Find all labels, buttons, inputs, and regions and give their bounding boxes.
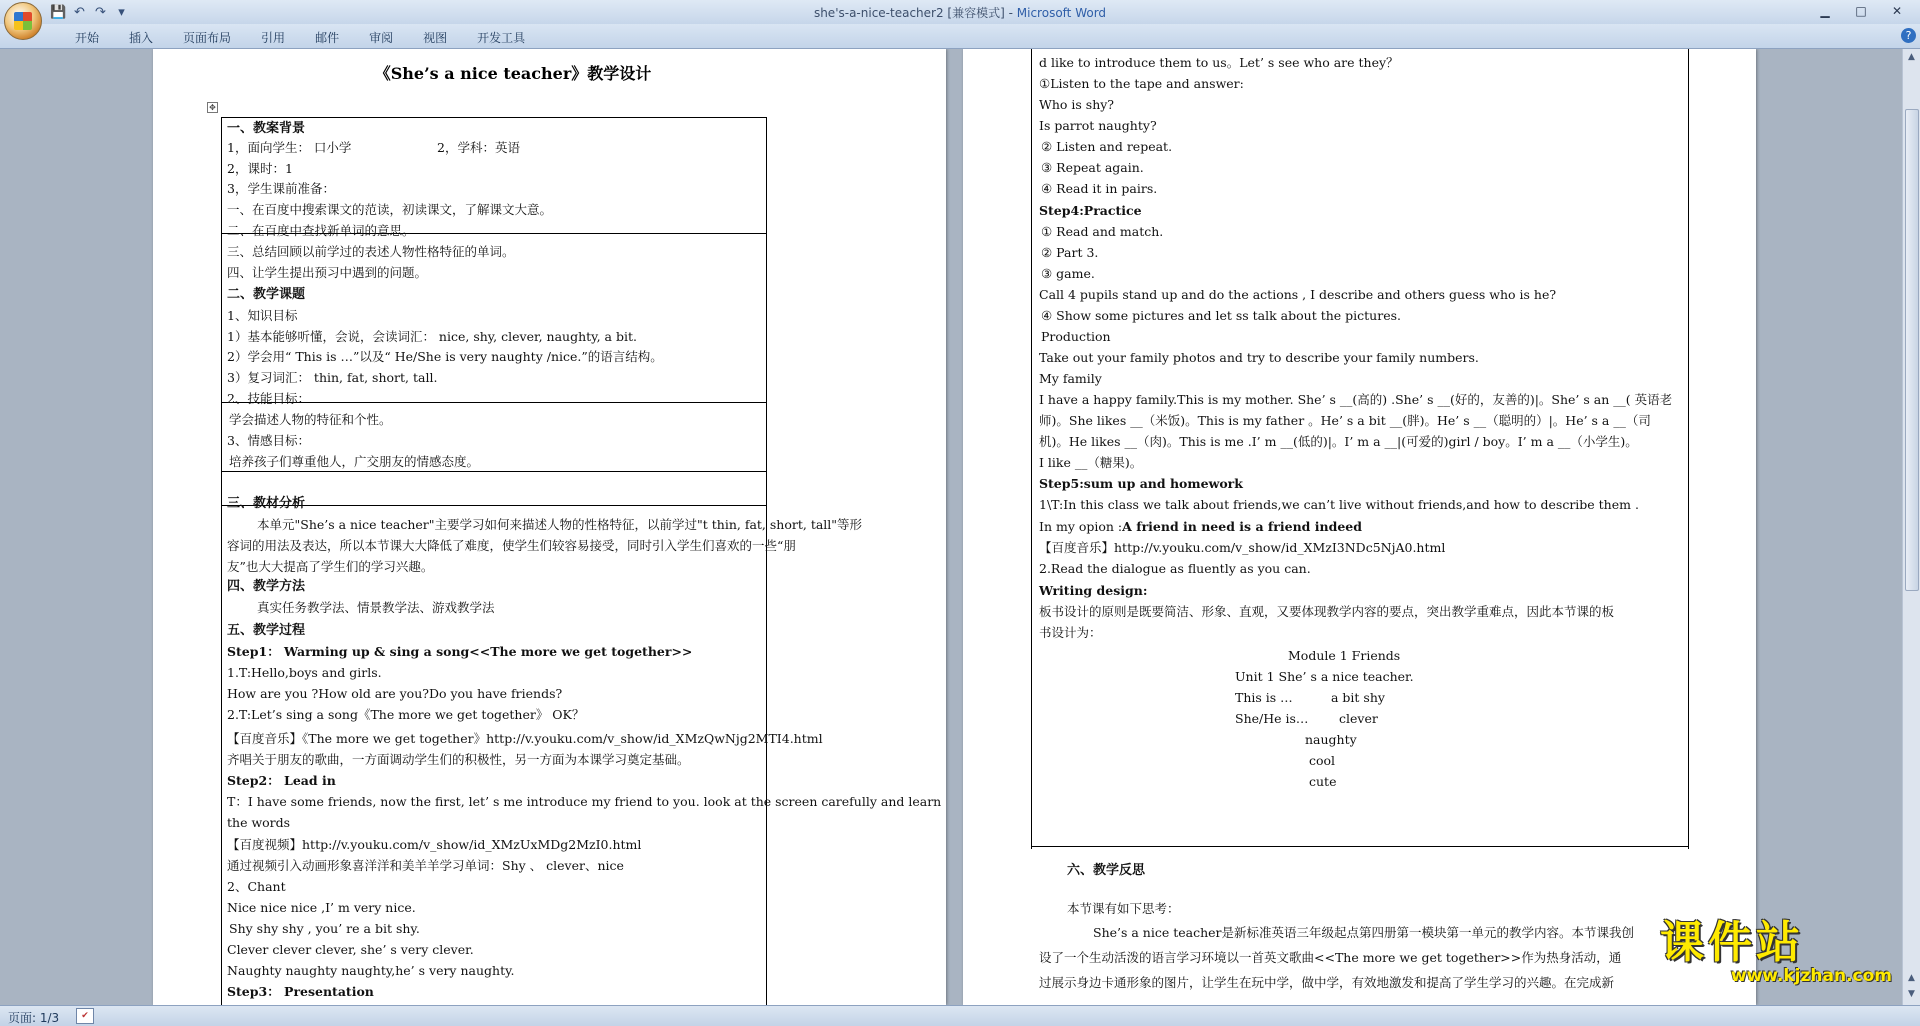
text-line: 学会描述人物的特征和个性。 — [229, 412, 392, 427]
motto-text: A friend in need is a friend indeed — [1122, 519, 1362, 534]
text-line: 容词的用法及表达，所以本节课大大降低了难度，使学生们较容易接受，同时引入学生们喜欢的一些“朋 — [227, 538, 796, 553]
tab-mailings[interactable]: 邮件 — [315, 31, 340, 45]
text-line: 3、情感目标： — [227, 433, 310, 448]
text-line: My family — [1039, 371, 1102, 386]
link-line[interactable]: 【百度音乐】http://v.youku.com/v_show/id_XMzI3NDc5NjA0.html — [1039, 540, 1446, 555]
text-line: Production — [1041, 329, 1111, 344]
text-line: Shy shy shy , you’ re a bit shy. — [229, 921, 420, 936]
table-border — [766, 117, 767, 1005]
text-line: ② Part 3. — [1041, 245, 1099, 260]
text-line: ① Read and match. — [1041, 224, 1164, 239]
text-line: 3，学生课前准备： — [227, 181, 335, 196]
text-line: 真实任务教学法、情景教学法、游戏教学法 — [257, 600, 495, 615]
text-line: 一、在百度中搜索课文的范读，初读课文，了解课文大意。 — [227, 202, 553, 217]
status-bar — [0, 1005, 1920, 1026]
text-line: 齐唱关于朋友的歌曲，一方面调动学生们的积极性，另一方面为本课学习奠定基础。 — [227, 752, 690, 767]
board-line: Module 1 Friends — [1288, 648, 1401, 663]
watermark-name: 课件站 — [1660, 917, 1804, 968]
step-heading: Step2： Lead in — [227, 773, 336, 788]
text-line: T：I have some friends, now the first, let’ s me introduce my friend to you. look at the screen carefully and learn — [227, 794, 942, 809]
text-line: 2，学科：英语 — [437, 140, 520, 155]
scroll-up-icon[interactable]: ▲ — [1908, 52, 1915, 62]
text-line: ③ Repeat again. — [1041, 160, 1144, 175]
document-workspace[interactable] — [0, 49, 1920, 1005]
board-line: This is … — [1235, 690, 1293, 705]
text-line: 1、知识目标 — [227, 308, 298, 323]
text-line: ② Listen and repeat. — [1041, 139, 1173, 154]
text-line: ③ game. — [1041, 266, 1095, 281]
maximize-button[interactable]: □ — [1855, 4, 1867, 18]
link-line[interactable]: 【百度音乐】《The more we get together》http://v.youku.com/v_show/id_XMzQwNjg2MTI4.html — [227, 731, 823, 746]
board-line: clever — [1339, 711, 1378, 726]
text-line: ④ Show some pictures and let ss talk about the pictures. — [1041, 308, 1401, 323]
text-line: 板书设计的原则是既要简洁、形象、直观，又要体现教学内容的要点，突出教学重难点，因此本节课的板 — [1039, 604, 1615, 619]
table-border — [221, 117, 766, 118]
tab-developer[interactable]: 开发工具 — [477, 31, 526, 45]
table-move-handle-icon[interactable]: ✥ — [207, 102, 218, 113]
text-line: In my opion :A friend in need is a friend indeed — [1039, 519, 1362, 534]
text-line: Clever clever clever, she’ s very clever. — [227, 942, 474, 957]
text-line: d like to introduce them to us。Let’ s see who are they？ — [1039, 55, 1399, 70]
table-border — [1031, 846, 1689, 847]
tab-home[interactable]: 开始 — [75, 31, 100, 45]
board-line: a bit shy — [1331, 690, 1385, 705]
prev-page-icon[interactable]: ▲ — [1908, 973, 1915, 983]
document-page-1[interactable] — [153, 49, 946, 1005]
text-line: 友”也大大提高了学生们的学习兴趣。 — [227, 559, 434, 574]
text-line: 过展示身边卡通形象的图片，让学生在玩中学，做中学，有效地激发和提高了学生学习的兴趣。在完成新 — [1039, 975, 1615, 990]
board-line: naughty — [1305, 732, 1357, 747]
text-line: 通过视频引入动画形象喜洋洋和美羊羊学习单词：Shy 、 clever、nice — [227, 858, 624, 873]
undo-icon[interactable]: ↶ — [74, 4, 85, 20]
link-line[interactable]: 【百度视频】http://v.youku.com/v_show/id_XMzUxMDg2MzI0.html — [227, 837, 642, 852]
save-icon[interactable]: 💾 — [50, 4, 67, 20]
text-line: Call 4 pupils stand up and do the actions , I describe and others guess who is he? — [1039, 287, 1557, 302]
text-line: 2，课时：1 — [227, 161, 293, 176]
text-line: 机)。He likes __（肉)。This is me .I’ m __(低的)|。I’ m a __|(可爱的)girl / boy。I’ m a __（小学生)。 — [1039, 434, 1638, 449]
vertical-scrollbar[interactable] — [1902, 49, 1920, 1005]
document-page-2[interactable] — [963, 49, 1756, 1005]
tab-review[interactable]: 审阅 — [369, 31, 394, 45]
next-page-icon[interactable]: ▼ — [1908, 989, 1915, 999]
step-heading: Step5:sum up and homework — [1039, 476, 1243, 491]
text-line: the words — [227, 815, 291, 830]
page-counter[interactable]: 页面: 1/3 — [8, 1011, 60, 1025]
title-bar — [0, 0, 1920, 24]
tab-page-layout[interactable]: 页面布局 — [183, 31, 232, 45]
text-line: 设了一个生动活泼的语言学习环境以一首英文歌曲<<The more we get together>>作为热身活动，通 — [1039, 950, 1622, 965]
proofing-icon[interactable]: ✔ — [76, 1008, 94, 1024]
text-line: 书设计为： — [1039, 625, 1102, 640]
tab-insert[interactable]: 插入 — [129, 31, 154, 45]
board-line: She/He is… — [1235, 711, 1309, 726]
board-line: Unit 1 She’ s a nice teacher. — [1235, 669, 1414, 684]
ribbon — [0, 24, 1920, 49]
document-name: she's-a-nice-teacher2 [兼容模式] — [813, 6, 1005, 20]
step-heading: Step3： Presentation — [227, 984, 374, 999]
text-line: 2、Chant — [227, 879, 286, 894]
text-line: 培养孩子们尊重他人，广交朋友的情感态度。 — [229, 454, 480, 469]
text-line: 三、总结回顾以前学过的表述人物性格特征的单词。 — [227, 244, 515, 259]
text-line: Nice nice nice ,I’ m very nice. — [227, 900, 416, 915]
section-heading: 二、教学课题 — [227, 287, 306, 302]
tab-references[interactable]: 引用 — [261, 31, 286, 45]
window-controls — [1808, 2, 1914, 20]
office-logo-icon — [14, 12, 32, 30]
text-line: Naughty naughty naughty,he’ s very naughty. — [227, 963, 515, 978]
text-line: 1.T:Hello,boys and girls. — [227, 665, 382, 680]
customize-toolbar-icon[interactable]: ▾ — [118, 4, 125, 20]
text-line: Take out your family photos and try to describe your family numbers. — [1039, 350, 1479, 365]
text-line: Is parrot naughty? — [1039, 118, 1157, 133]
board-line: cool — [1309, 753, 1336, 768]
text-line: I like __（糖果)。 — [1039, 455, 1143, 470]
section-heading: 五、教学过程 — [227, 623, 306, 638]
text-line: 3）复习词汇： thin, fat, short, tall. — [227, 370, 438, 385]
section-heading: 三、教材分析 — [227, 496, 306, 511]
text-line: 本节课有如下思考： — [1067, 901, 1180, 916]
text-line: How are you ?How old are you?Do you have friends? — [227, 686, 563, 701]
text-line: I have a happy family.This is my mother. She’ s __(高的) .She’ s __(好的，友善的)|。She’ s an __( 英语老 — [1039, 392, 1673, 407]
step-heading: Step1： Warming up & sing a song<<The more we get together>> — [227, 644, 693, 659]
table-border — [221, 117, 222, 1005]
window-title: she's-a-nice-teacher2 [兼容模式] - Microsoft Word — [813, 6, 1107, 20]
text-line: 1，面向学生： 口小学 — [227, 140, 352, 155]
step-heading: Writing design: — [1039, 583, 1148, 598]
section-heading: 六、教学反思 — [1067, 863, 1146, 878]
text-line: 师)。She likes __（米饭)。This is my father 。He’ s a bit __(胖)。He’ s __（聪明的）|。He’ s a __（司 — [1039, 413, 1651, 428]
text-line: 2）学会用“ This is …”以及“ He/She is very naughty /nice.”的语言结构。 — [227, 349, 663, 364]
text-line: 二、在百度中查找新单词的意思。 — [227, 223, 415, 238]
text-line: She’s a nice teacher是新标准英语三年级起点第四册第一模块第一单元的教学内容。本节课我创 — [1093, 925, 1635, 940]
text-line: 四、让学生提出预习中遇到的问题。 — [227, 265, 428, 280]
ribbon-tabs — [60, 24, 540, 48]
watermark-url: www.kjzhan.com — [1730, 966, 1892, 986]
scrollbar-thumb[interactable] — [1905, 109, 1919, 591]
tab-view[interactable]: 视图 — [423, 31, 448, 45]
text-line: 2.Read the dialogue as fluently as you can. — [1039, 561, 1311, 576]
help-icon[interactable]: ? — [1901, 28, 1916, 43]
redo-icon[interactable]: ↷ — [95, 4, 106, 20]
step-heading: Step4:Practice — [1039, 203, 1142, 218]
close-button[interactable]: ✕ — [1891, 4, 1903, 18]
text-line: 2、技能目标： — [227, 391, 310, 406]
text-line: ①Listen to the tape and answer: — [1039, 76, 1244, 91]
text-line: 2.T:Let’s sing a song《The more we get together》 OK？ — [227, 707, 585, 722]
table-border — [1688, 49, 1689, 849]
board-line: cute — [1309, 774, 1337, 789]
text-line: 1）基本能够听懂，会说，会读词汇： nice, shy, clever, naughty, a bit. — [227, 329, 637, 344]
page-title: 《She’s a nice teacher》教学设计 — [374, 64, 652, 83]
office-button[interactable] — [4, 2, 42, 40]
text-line: ④ Read it in pairs. — [1041, 181, 1158, 196]
text-line: Who is shy? — [1039, 97, 1115, 112]
table-border — [1031, 49, 1032, 849]
text-line: 1\T:In this class we talk about friends,we can’t live without friends,and how to describe them . — [1039, 497, 1639, 512]
app-name: Microsoft Word — [1016, 6, 1107, 20]
minimize-button[interactable]: ▁ — [1820, 4, 1830, 18]
section-heading: 四、教学方法 — [227, 579, 306, 594]
watermark-logo — [1660, 918, 1910, 986]
section-heading: 一、教案背景 — [227, 121, 306, 136]
text-line: 本单元"She’s a nice teacher"主要学习如何来描述人物的性格特征，以前学过"t thin, fat, short, tall"等形 — [257, 517, 863, 532]
